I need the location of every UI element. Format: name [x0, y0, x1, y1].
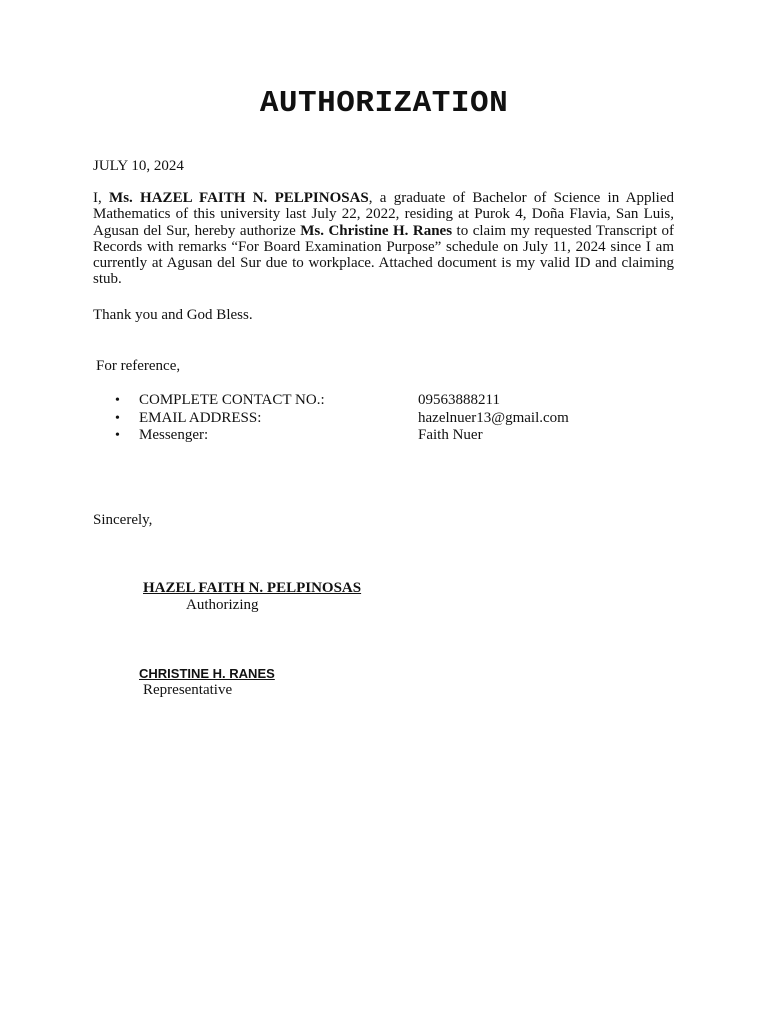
bullet-icon: •: [115, 410, 120, 426]
body-text-intro: I,: [93, 190, 110, 206]
body-text-middle: , a graduate of Bachelor of Science in Applied Mathematics of this university last July 22, 2022, residing at Purok 4, Doña Flavia, San Luis, Agusan del Sur, hereby authorize: [93, 190, 674, 239]
bullet-icon: •: [115, 393, 120, 408]
messenger-label: Messenger:: [139, 427, 209, 443]
reference-intro: For reference,: [96, 358, 181, 374]
representative-name-inline: Ms. Christine H. Ranes: [300, 222, 453, 239]
contact-number-row: [93, 392, 653, 410]
contact-number-label: COMPLETE CONTACT NO.:: [139, 392, 325, 408]
contact-number-value: 09563888211: [418, 392, 500, 408]
closing-line: Sincerely,: [93, 512, 153, 528]
messenger-value: Faith Nuer: [418, 427, 483, 443]
email-label: EMAIL ADDRESS:: [139, 409, 262, 426]
email-row: [93, 410, 653, 428]
body-text-end: to claim my requested Transcript of Records with remarks “For Board Examination Purpose” schedule on July 11, 2024 since I am currently at Agusan del Sur due to workplace. Attached document is my valid ID and claiming stub.: [93, 222, 674, 288]
document-title: AUTHORIZATION: [259, 86, 509, 121]
representative-name: CHRISTINE H. RANES: [139, 666, 275, 681]
thanks-line: Thank you and God Bless.: [93, 307, 253, 323]
messenger-row: [93, 427, 653, 445]
authorizer-name: Ms. HAZEL FAITH N. PELPINOSAS: [109, 190, 369, 206]
authorization-paragraph: [93, 190, 674, 288]
bullet-icon: •: [115, 428, 120, 443]
signatory-role: Authorizing: [186, 597, 259, 613]
contact-list: [93, 392, 653, 445]
signatory-name: HAZEL FAITH N. PELPINOSAS: [143, 580, 362, 596]
letter-date: JULY 10, 2024: [93, 158, 184, 174]
email-value: hazelnuer13@gmail.com: [418, 409, 569, 426]
representative-role: Representative: [143, 682, 233, 698]
